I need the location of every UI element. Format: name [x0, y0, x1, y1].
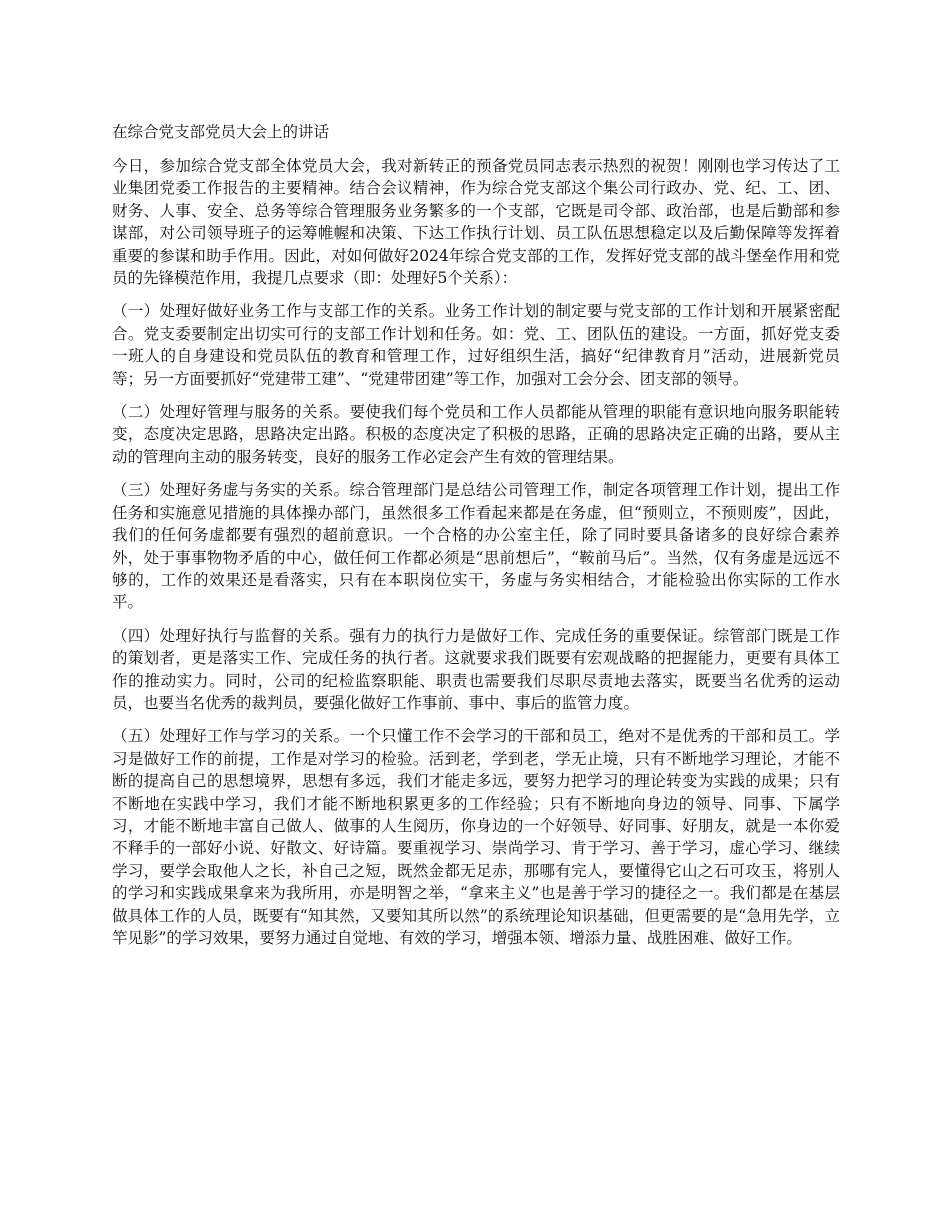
paragraph-intro: 今日，参加综合党支部全体党员大会，我对新转正的预备党员同志表示热烈的祝贺！刚刚也学习传达了工业集团党委工作报告的主要精神。结合会议精神，作为综合党支部这个集公司行政办、党、纪、工、团、财务、人事、安全、总务等综合管理服务业务繁多的一个支部，它既是司令部、政治部，也是后勤部和参谋部，对公司领导班子的运筹帷幄和决策、下达工作执行计划、员工队伍思想稳定以及后勤保障等发挥着重要的参谋和助手作用。因此，对如何做好2024年综合党支部的工作，发挥好党支部的战斗堡垒作用和党员的先锋模范作用，我提几点要求（即：处理好5个关系）： — [112, 157, 840, 288]
paragraph-point-5: （五）处理好工作与学习的关系。一个只懂工作不会学习的干部和员工，绝对不是优秀的干部和员工。学习是做好工作的前提，工作是对学习的检验。活到老，学到老，学无止境，只有不断地学习理论，才能不断的提高自己的思想境界，思想有多远，我们才能走多远，要努力把学习的理论转变为实践的成果；只有不断地在实践中学习，我们才能不断地积累更多的工作经验；只有不断地向身边的领导、同事、下属学习，才能不断地丰富自己做人、做事的人生阅历，你身边的一个好领导、好同事、好朋友，就是一本你爱不释手的一部好小说、好散文、好诗篇。要重视学习、崇尚学习、肯于学习、善于学习，虚心学习、继续学习，要学会取他人之长，补自己之短，既然金都无足赤，那哪有完人，要懂得它山之石可攻玉，将别人的学习和实践成果拿来为我所用，亦是明智之举，“拿来主义”也是善于学习的捷径之一。我们都是在基层做具体工作的人员，既要有“知其然，又要知其所以然”的系统理论知识基础，但更需要的是“急用先学，立竿见影”的学习效果，要努力通过自觉地、有效的学习，增强本领、增添力量、战胜困难、做好工作。 — [112, 727, 840, 947]
document-title: 在综合党支部党员大会上的讲话 — [112, 123, 330, 141]
paragraph-point-1: （一）处理好做好业务工作与支部工作的关系。业务工作计划的制定要与党支部的工作计划和开展紧密配合。党支委要制定出切实可行的支部工作计划和任务。如：党、工、团队伍的建设。一方面，抓好党支委一班人的自身建设和党员队伍的教育和管理工作，过好组织生活，搞好“纪律教育月”活动，进展新党员等；另一方面要抓好“党建带工建”、“党建带团建”等工作，加强对工会分会、团支部的领导。 — [112, 302, 840, 388]
document-page — [112, 121, 840, 960]
paragraph-point-3: （三）处理好务虚与务实的关系。综合管理部门是总结公司管理工作，制定各项管理工作计划，提出工作任务和实施意见措施的具体操办部门，虽然很多工作看起来都是在务虚，但“预则立，不预则废”，因此，我们的任何务虚都要有强烈的超前意识。一个合格的办公室主任，除了同时要具备诸多的良好综合素养外，处于事事物物矛盾的中心，做任何工作都必须是“思前想后”，“鞍前马后”。当然，仅有务虚是远远不够的，工作的效果还是看落实，只有在本职岗位实干，务虚与务实相结合，才能检验出你实际的工作水平。 — [112, 481, 840, 612]
paragraph-point-4: （四）处理好执行与监督的关系。强有力的执行力是做好工作、完成任务的重要保证。综管部门既是工作的策划者，更是落实工作、完成任务的执行者。这就要求我们既要有宏观战略的把握能力，更要有具体工作的推动实力。同时，公司的纪检监察职能、职责也需要我们尽职尽责地去落实，既要当名优秀的运动员，也要当名优秀的裁判员，要强化做好工作事前、事中、事后的监管力度。 — [112, 626, 840, 712]
paragraph-point-2: （二）处理好管理与服务的关系。要使我们每个党员和工作人员都能从管理的职能有意识地向服务职能转变，态度决定思路，思路决定出路。积极的态度决定了积极的思路，正确的思路决定正确的出路，要从主动的管理向主动的服务转变，良好的服务工作必定会产生有效的管理结果。 — [112, 403, 840, 466]
